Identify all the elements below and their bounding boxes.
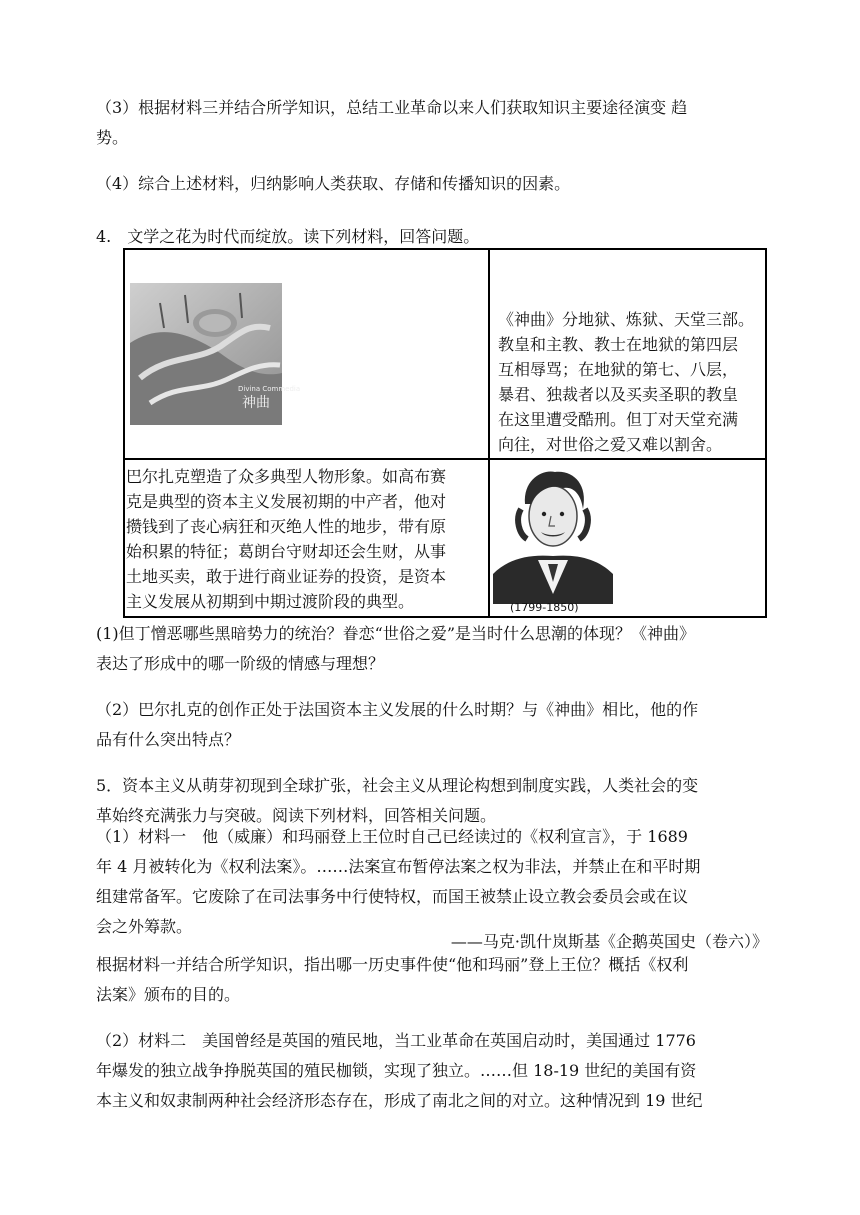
table-text-line: 始积累的特征；葛朗台守财却还会生财，从事 — [126, 542, 447, 561]
table-text-line: 互相辱骂；在地狱的第七、八层， — [498, 360, 739, 379]
question-line: (1)但丁憎恶哪些黑暗势力的统治？眷恋“世俗之爱”是当时什么思潮的体现？《神曲》 — [96, 624, 696, 643]
source-line: ——马克·凯什岚斯基《企鹅英国史（卷六）》 — [450, 932, 768, 951]
question5-material1 — [96, 822, 768, 942]
material-line: 组建常备军。它废除了在司法事务中行使特权，而国王被禁止设立教会委员会或在议 — [96, 887, 689, 906]
table-text-line: 教皇和主教、教士在地狱的第四层 — [498, 335, 739, 354]
material-line: 会之外筹款。 — [96, 917, 193, 936]
table-text-line: 向往，对世俗之爱又难以割舍。 — [498, 435, 723, 454]
question-line: 根据材料一并结合所学知识，指出哪一历史事件使“他和玛丽”登上王位？概括《权利 — [96, 955, 689, 974]
table-text-line: 巴尔扎克塑造了众多典型人物形象。如高布赛 — [126, 467, 447, 486]
material1-question — [96, 950, 768, 1010]
question-line: （2）巴尔扎克的创作正处于法国资本主义发展的什么时期？与《神曲》相比，他的作 — [96, 700, 699, 719]
svg-text:Divina Commedia: Divina Commedia — [238, 385, 301, 393]
question4-part1 — [96, 619, 768, 679]
divine-comedy-cover-image — [130, 283, 301, 425]
question4-part2 — [96, 695, 768, 755]
material-table — [123, 248, 767, 618]
question-line: 革始终充满张力与突破。阅读下列材料，回答相关问题。 — [96, 806, 497, 825]
table-text-line: 《神曲》分地狱、炼狱、天堂三部。 — [498, 310, 755, 329]
q4-text — [96, 169, 768, 199]
balzac-description — [126, 464, 446, 614]
question4-heading-text: 4. 文学之花为时代而绽放。读下列材料，回答问题。 — [96, 227, 480, 246]
table-text-line: 土地买卖，敢于进行商业证券的投资，是资本 — [126, 567, 447, 586]
table-text-line: 攒钱到了丧心病狂和灭绝人性的地步，带有原 — [126, 517, 447, 536]
q3-line: 势。 — [96, 128, 129, 147]
portrait-caption: (1799-1850) — [510, 601, 579, 614]
question-line: 表达了形成中的哪一阶级的情感与理想？ — [96, 654, 385, 673]
material-line: 年爆发的独立战争挣脱英国的殖民枷锁，实现了独立。……但 18-19 世纪的美国有资 — [96, 1061, 697, 1080]
balzac-portrait-image — [493, 464, 613, 604]
question-line: 品有什么突出特点？ — [96, 730, 241, 749]
question-line: 法案》颁布的目的。 — [96, 985, 241, 1004]
table-divider-horizontal — [125, 458, 765, 460]
q3-line: （3）根据材料三并结合所学知识，总结工业革命以来人们获取知识主要途径演变 趋 — [96, 98, 688, 117]
question-line: 5．资本主义从萌芽初现到全球扩张，社会主义从理论构想到制度实践，人类社会的变 — [96, 776, 699, 795]
material-line: （2）材料二 美国曾经是英国的殖民地，当工业革命在英国启动时，美国通过 1776 — [96, 1031, 696, 1050]
svg-text:神曲: 神曲 — [242, 395, 270, 411]
material-line: （1）材料一 他（威廉）和玛丽登上王位时自己已经读过的《权利宣言》，于 1689 — [96, 827, 688, 846]
table-text-line: 主义发展从初期到中期过渡阶段的典型。 — [126, 592, 415, 611]
q3-text — [96, 93, 768, 153]
table-text-line: 克是典型的资本主义发展初期的中产者，他对 — [126, 492, 447, 511]
table-text-line: 暴君、独裁者以及买卖圣职的教皇 — [498, 385, 739, 404]
divine-comedy-description — [498, 307, 754, 457]
question5-material2 — [96, 1026, 768, 1116]
q4-line: （4）综合上述材料，归纳影响人类获取、存储和传播知识的因素。 — [96, 174, 571, 193]
material-line: 年 4 月被转化为《权利法案》。……法案宣布暂停法案之权为非法，并禁止在和平时期 — [96, 857, 701, 876]
table-text-line: 在这里遭受酷刑。但丁对天堂充满 — [498, 410, 739, 429]
table-divider-vertical — [488, 250, 490, 616]
material-line: 本主义和奴隶制两种社会经济形态存在，形成了南北之间的对立。这种情况到 19 世纪 — [96, 1091, 703, 1110]
